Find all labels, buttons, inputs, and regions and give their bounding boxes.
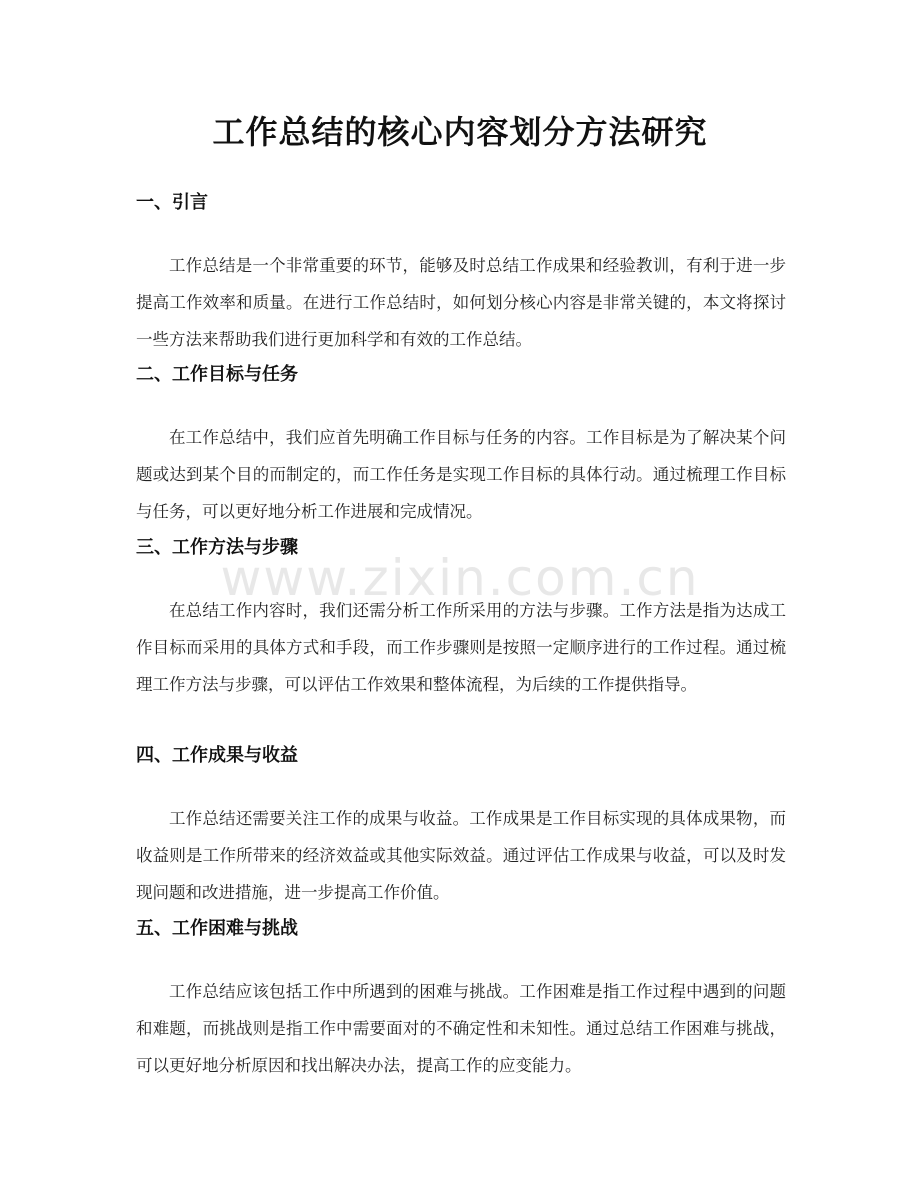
section-heading: 四、工作成果与收益 <box>136 745 298 766</box>
section-difficulties-and-challenges <box>136 915 786 1084</box>
section-heading: 五、工作困难与挑战 <box>136 918 298 939</box>
section-body: 工作总结是一个非常重要的环节，能够及时总结工作成果和经验教训，有利于进一步提高工作效率和质量。在进行工作总结时，如何划分核心内容是非常关键的，本文将探讨一些方法来帮助我们进行更加科学和有效的工作总结。 <box>136 256 786 349</box>
section-body: 工作总结应该包括工作中所遇到的困难与挑战。工作困难是指工作过程中遇到的问题和难题，而挑战则是指工作中需要面对的不确定性和未知性。通过总结工作困难与挑战，可以更好地分析原因和找出解决办法，提高工作的应变能力。 <box>136 982 786 1075</box>
section-introduction <box>136 189 786 358</box>
section-methods-and-steps <box>136 534 786 703</box>
watermark-text: www.zixin.com.cn <box>220 549 700 607</box>
document-title: 工作总结的核心内容划分方法研究 <box>212 113 708 151</box>
section-body: 在工作总结中，我们应首先明确工作目标与任务的内容。工作目标是为了解决某个问题或达到某个目的而制定的，而工作任务是实现工作目标的具体行动。通过梳理工作目标与任务，可以更好地分析工作进展和完成情况。 <box>136 428 786 521</box>
section-body: 在总结工作内容时，我们还需分析工作所采用的方法与步骤。工作方法是指为达成工作目标而采用的具体方式和手段，而工作步骤则是按照一定顺序进行的工作过程。通过梳理工作方法与步骤，可以评估工作效果和整体流程，为后续的工作提供指导。 <box>136 601 786 694</box>
section-heading: 一、引言 <box>136 192 208 213</box>
section-heading: 二、工作目标与任务 <box>136 364 298 385</box>
section-body: 工作总结还需要关注工作的成果与收益。工作成果是工作目标实现的具体成果物，而收益则是工作所带来的经济效益或其他实际效益。通过评估工作成果与收益，可以及时发现问题和改进措施，进一步提高工作价值。 <box>136 809 786 902</box>
section-results-and-benefits <box>136 742 786 911</box>
section-heading: 三、工作方法与步骤 <box>136 537 298 558</box>
section-goals-and-tasks <box>136 361 786 530</box>
